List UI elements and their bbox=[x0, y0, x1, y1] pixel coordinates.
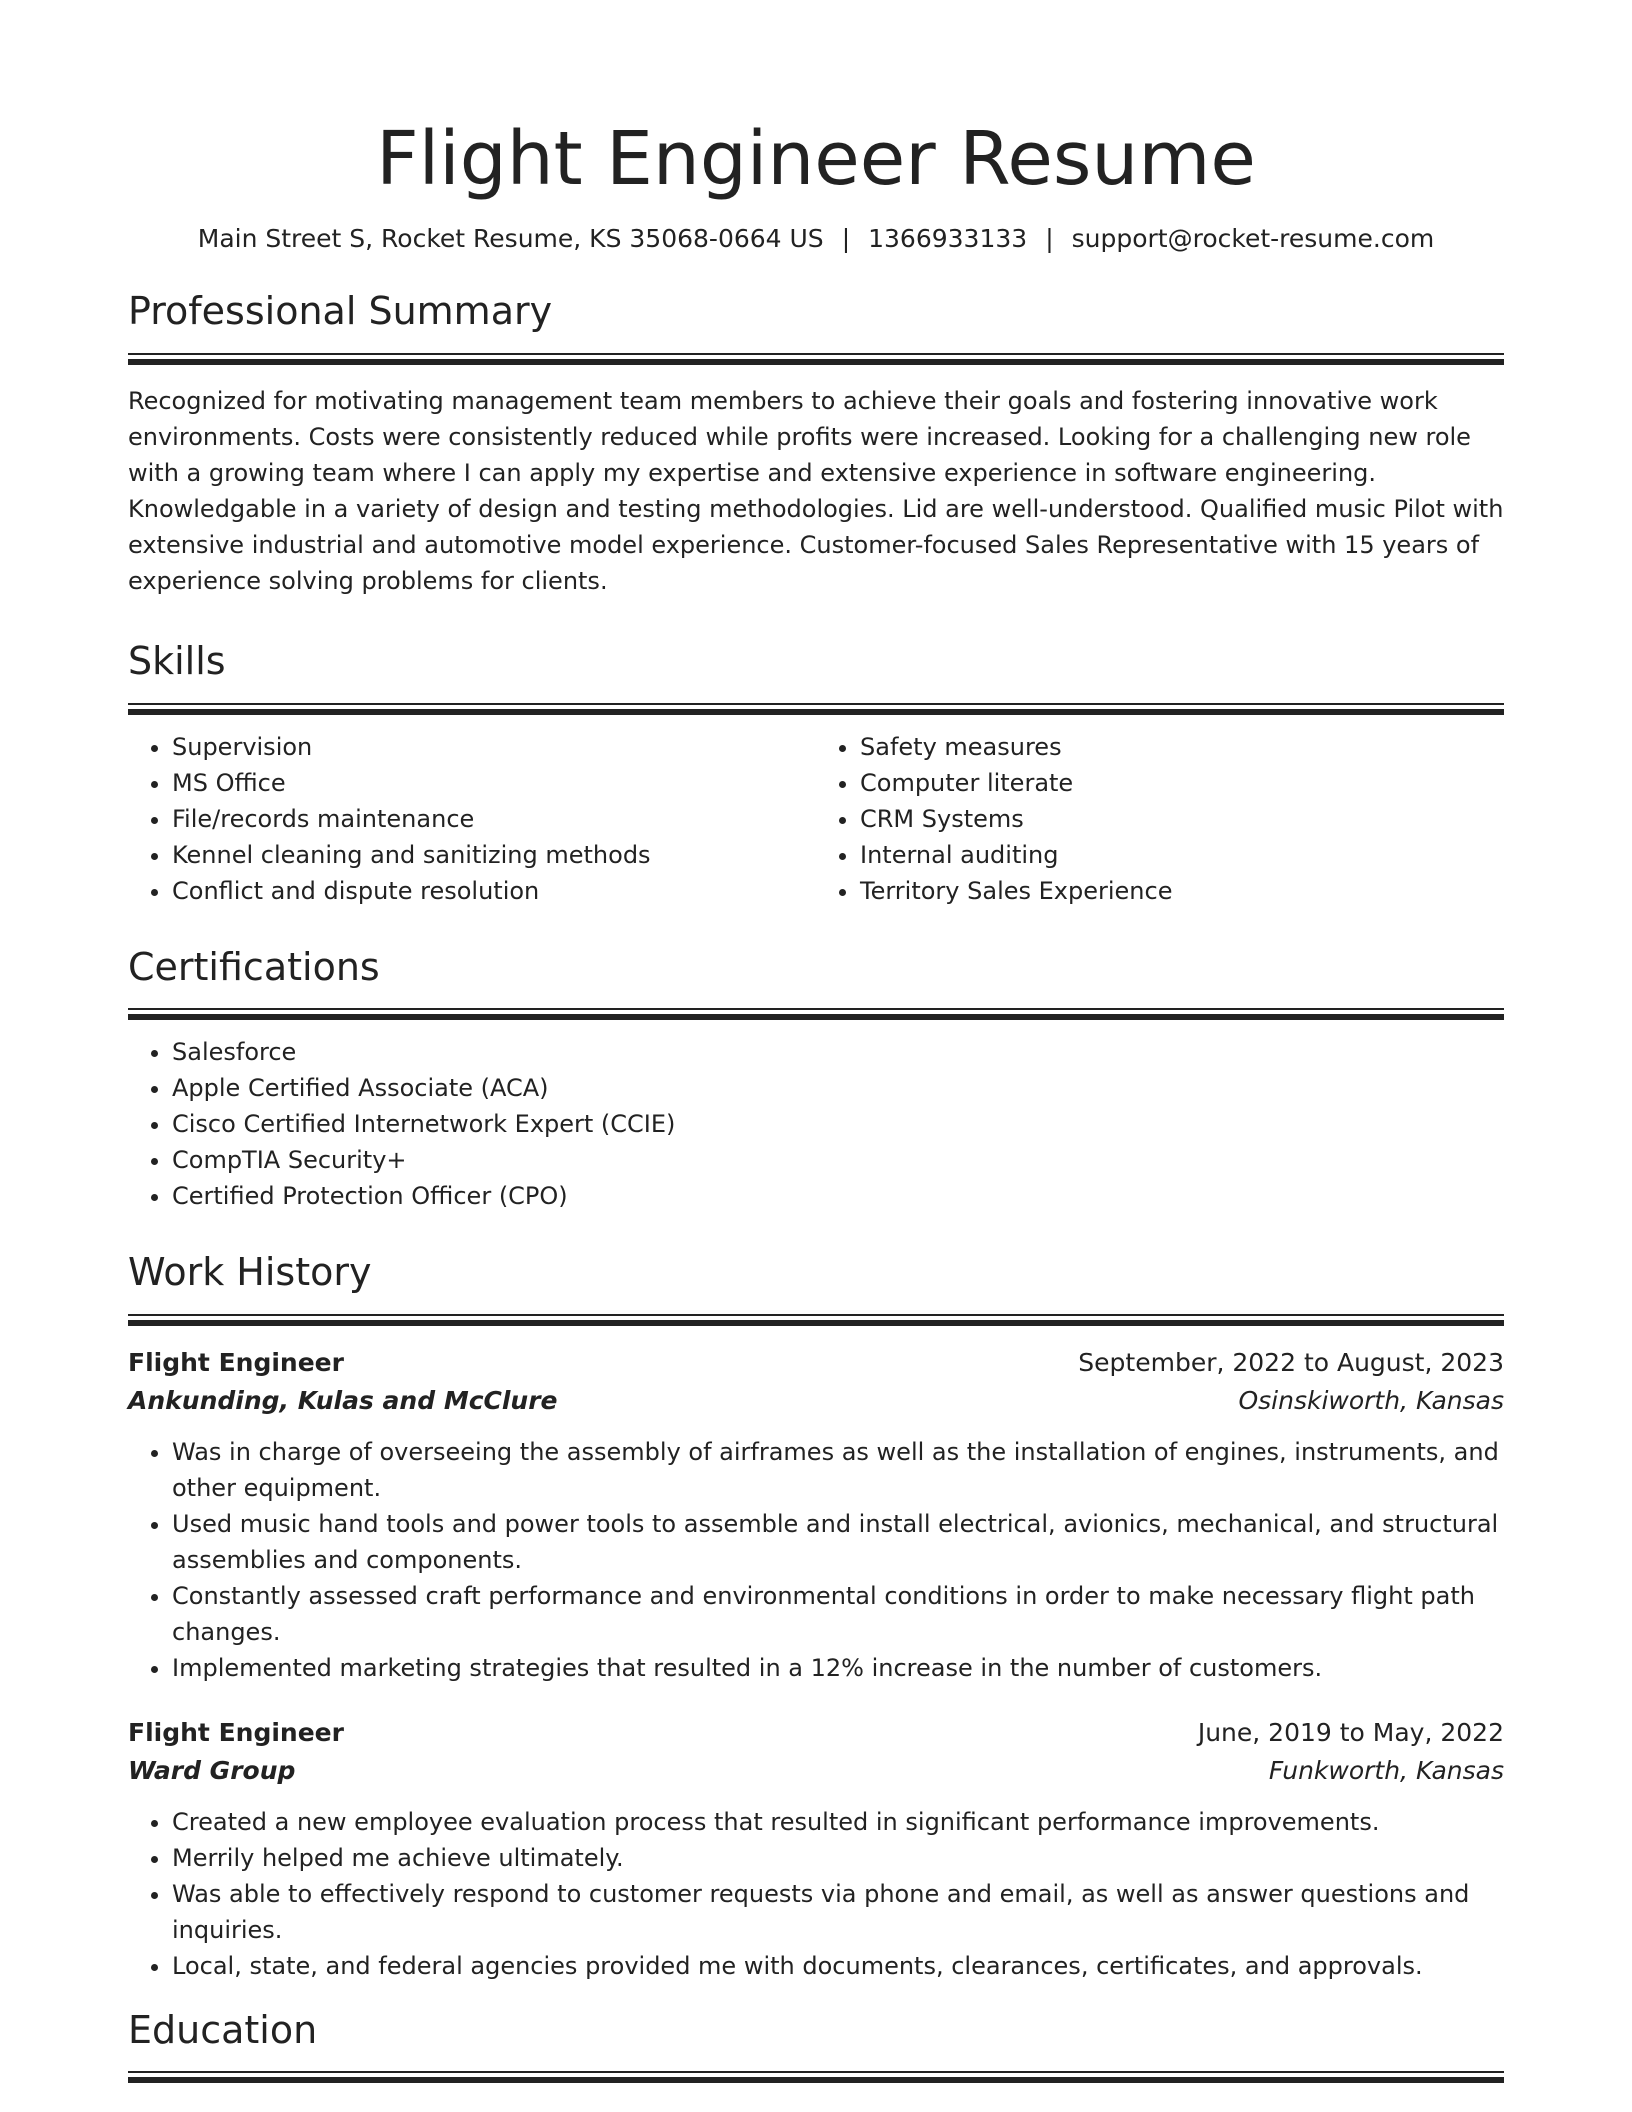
job-duty-item: • Constantly assessed craft performance and environmental conditions in order to make necessary flight path changes. bbox=[172, 1578, 1504, 1650]
summary-section bbox=[128, 289, 1504, 599]
section-divider bbox=[128, 2071, 1504, 2083]
job-title: Flight Engineer bbox=[128, 1717, 344, 1747]
skills-grid bbox=[128, 715, 1504, 909]
skills-section bbox=[128, 639, 1504, 909]
skills-list-right bbox=[816, 729, 1504, 909]
job-company: Ankunding, Kulas and McClure bbox=[128, 1385, 558, 1415]
job-location: Funkworth, Kansas bbox=[1268, 1755, 1504, 1785]
job-subheader bbox=[128, 1752, 1504, 1790]
certification-item: • Apple Certified Associate (ACA) bbox=[172, 1070, 1504, 1106]
contact-email: support@rocket-resume.com bbox=[1071, 223, 1435, 253]
job-duty-item: • Implemented marketing strategies that resulted in a 12% increase in the number of customers. bbox=[172, 1650, 1504, 1686]
job-dates: September, 2022 to August, 2023 bbox=[1078, 1347, 1504, 1377]
job-duty-item: • Local, state, and federal agencies provided me with documents, clearances, certificates, and approvals. bbox=[172, 1948, 1504, 1984]
skill-item: • File/records maintenance bbox=[172, 801, 816, 837]
certifications-section bbox=[128, 945, 1504, 1215]
job-header bbox=[128, 1344, 1504, 1382]
job-location: Osinskiworth, Kansas bbox=[1238, 1385, 1504, 1415]
job-duty-item: • Merrily helped me achieve ultimately. bbox=[172, 1840, 1504, 1876]
job-entry bbox=[128, 1714, 1504, 1984]
contact-line bbox=[128, 223, 1504, 256]
contact-address: Main Street S, Rocket Resume, KS 35068-0664 US bbox=[197, 223, 824, 253]
contact-separator: | bbox=[841, 223, 851, 253]
job-duty-item: • Was in charge of overseeing the assembly of airframes as well as the installation of engines, instruments, and other equipment. bbox=[172, 1434, 1504, 1506]
job-subheader bbox=[128, 1382, 1504, 1420]
skill-item: • MS Office bbox=[172, 765, 816, 801]
section-divider bbox=[128, 353, 1504, 365]
resume-title: Flight Engineer Resume bbox=[376, 116, 1256, 202]
certification-item: • Cisco Certified Internetwork Expert (CCIE) bbox=[172, 1106, 1504, 1142]
skill-item: • Internal auditing bbox=[860, 837, 1504, 873]
job-duty-item: • Created a new employee evaluation process that resulted in significant performance improvements. bbox=[172, 1804, 1504, 1840]
skills-list-left bbox=[128, 729, 816, 909]
contact-phone: 1366933133 bbox=[868, 223, 1028, 253]
job-dates: June, 2019 to May, 2022 bbox=[1197, 1717, 1504, 1747]
section-divider bbox=[128, 1008, 1504, 1020]
section-divider bbox=[128, 703, 1504, 715]
summary-text: Recognized for motivating management team members to achieve their goals and fostering innovative work environments. Costs were consistently reduced while profits were increased. Looking for a challenging new role with a growing team where I can apply my expertise and extensive experience in software engineering. Knowledgable in a variety of design and testing methodologies. Lid are well-understood. Qualified music Pilot with extensive industrial and automotive model experience. Customer-focused Sales Representative with 15 years of experience solving problems for clients. bbox=[128, 386, 1504, 595]
certifications-heading: Certifications bbox=[128, 944, 380, 989]
skill-item: • Safety measures bbox=[860, 729, 1504, 765]
job-header bbox=[128, 1714, 1504, 1752]
education-heading: Education bbox=[128, 2007, 318, 2052]
job-company: Ward Group bbox=[128, 1755, 296, 1785]
certification-item: • CompTIA Security+ bbox=[172, 1142, 1504, 1178]
job-duties bbox=[128, 1804, 1504, 1984]
skill-item: • Conflict and dispute resolution bbox=[172, 873, 816, 909]
summary-heading: Professional Summary bbox=[128, 289, 553, 334]
work-history-section bbox=[128, 1250, 1504, 1984]
certification-item: • Salesforce bbox=[172, 1034, 1504, 1070]
certification-item: • Certified Protection Officer (CPO) bbox=[172, 1178, 1504, 1214]
skill-item: • Territory Sales Experience bbox=[860, 873, 1504, 909]
job-entry bbox=[128, 1344, 1504, 1686]
skills-heading: Skills bbox=[128, 638, 226, 683]
job-duties bbox=[128, 1434, 1504, 1686]
job-duty-item: • Used music hand tools and power tools to assemble and install electrical, avionics, mechanical, and structural assemblies and components. bbox=[172, 1506, 1504, 1578]
skill-item: • CRM Systems bbox=[860, 801, 1504, 837]
skill-item: • Kennel cleaning and sanitizing methods bbox=[172, 837, 816, 873]
education-section bbox=[128, 2008, 1504, 2084]
section-divider bbox=[128, 1314, 1504, 1326]
job-title: Flight Engineer bbox=[128, 1347, 344, 1377]
skill-item: • Computer literate bbox=[860, 765, 1504, 801]
certifications-list bbox=[128, 1034, 1504, 1214]
contact-separator: | bbox=[1045, 223, 1054, 253]
skill-item: • Supervision bbox=[172, 729, 816, 765]
work-history-heading: Work History bbox=[128, 1250, 372, 1295]
job-duty-item: • Was able to effectively respond to customer requests via phone and email, as well as answer questions and inquiries. bbox=[172, 1876, 1504, 1948]
